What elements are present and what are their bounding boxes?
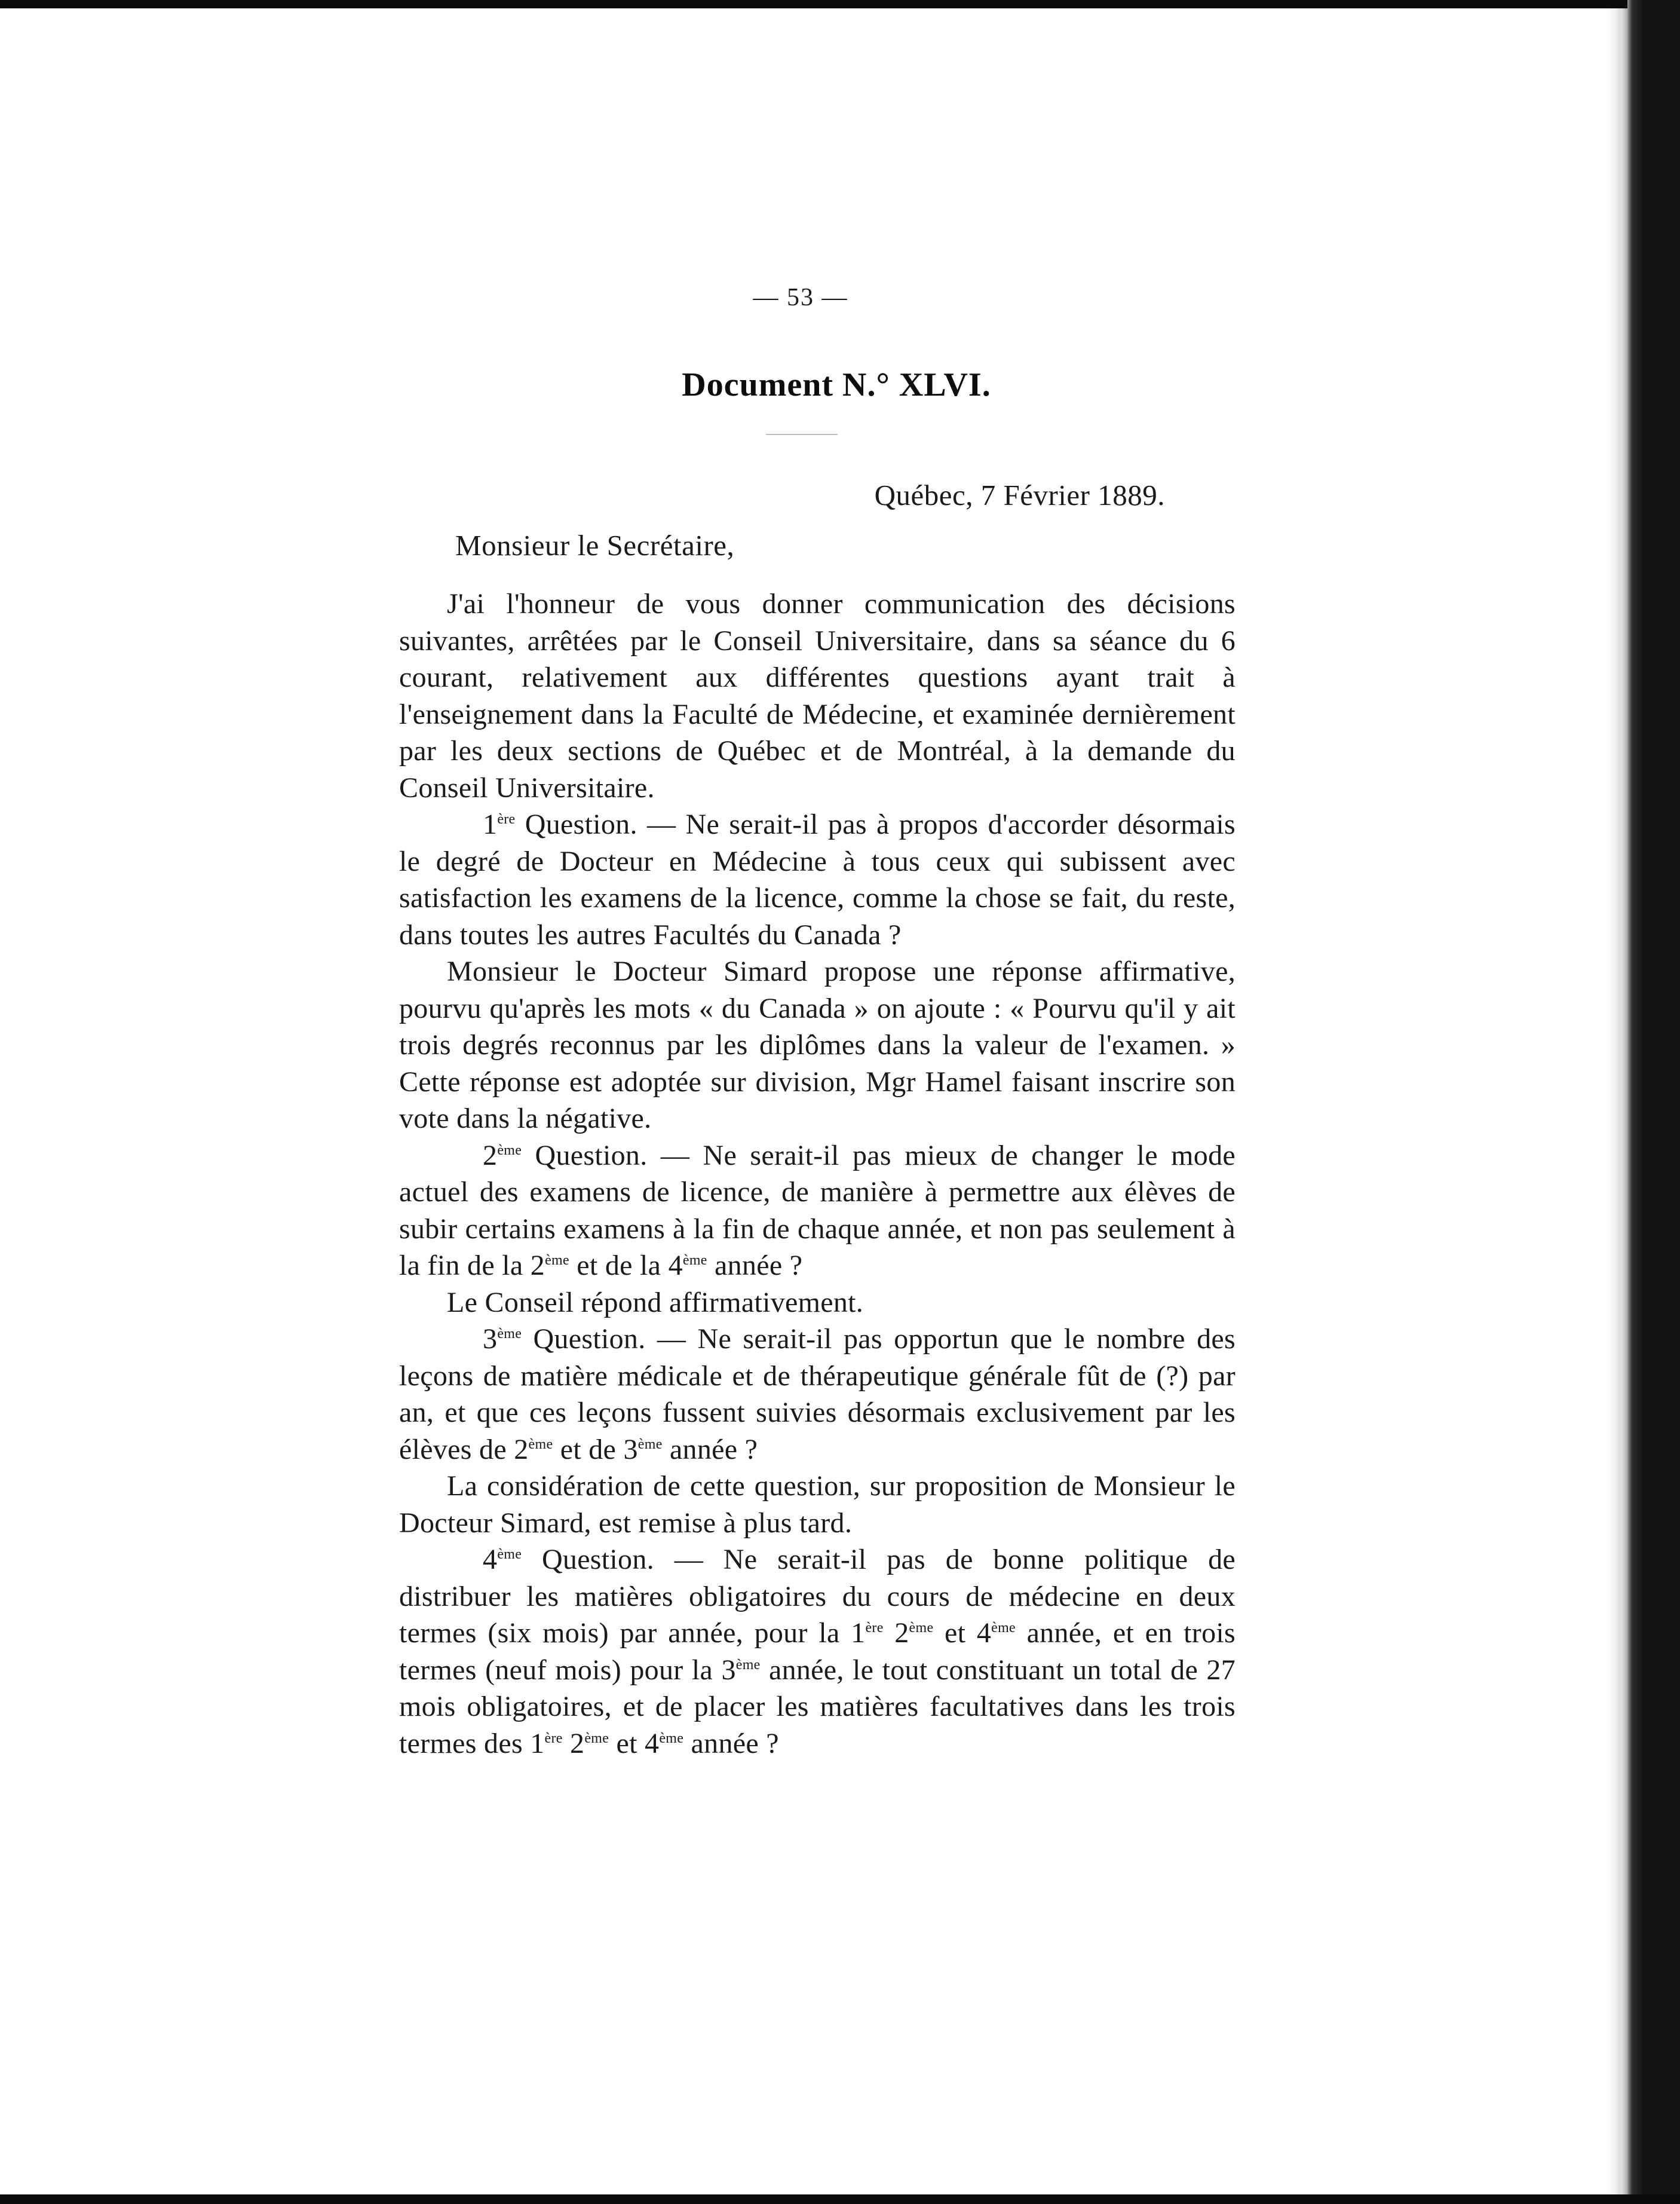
question-3-ordinal-c: ème xyxy=(637,1436,663,1452)
scan-top-border xyxy=(0,0,1680,8)
question-4-text-f: 2 xyxy=(562,1727,585,1759)
question-2-paragraph xyxy=(399,1137,1236,1284)
question-4-ordinal-g: ème xyxy=(584,1730,609,1746)
intro-paragraph: J'ai l'honneur de vous donner communication des décisions suivantes, arrêtées par le Conseil Universitaire, dans sa séance du 6 courant, relativement aux différentes questions ayant trait à l'enseignement dans la Faculté de Médecine, et examinée dernièrement par les deux sections de Québec et de Montréal, à la demande du Conseil Universitaire. xyxy=(399,588,1236,804)
question-4-ordinal: ème xyxy=(497,1547,522,1562)
question-3-ordinal-b: ème xyxy=(528,1436,553,1452)
question-1-number: 1 xyxy=(483,809,498,840)
question-1-ordinal: ère xyxy=(497,812,516,827)
question-2-ordinal-b: ème xyxy=(545,1253,569,1268)
question-3-number: 3 xyxy=(483,1323,498,1355)
question-4-ordinal-c: ème xyxy=(909,1620,934,1636)
question-4-text-c: et 4 xyxy=(933,1617,992,1649)
question-2-number: 2 xyxy=(483,1139,498,1171)
question-4-ordinal-e: ème xyxy=(735,1657,761,1673)
question-3-text-c: année ? xyxy=(662,1433,758,1465)
question-4-number: 4 xyxy=(483,1544,498,1575)
page-number: — 53 — xyxy=(753,284,848,311)
question-2-ordinal-c: ème xyxy=(682,1253,707,1268)
heading-rule xyxy=(766,434,838,435)
question-1-paragraph xyxy=(399,806,1236,953)
question-3-answer: La considération de cette question, sur proposition de Monsieur le Docteur Simard, est remise à plus tard. xyxy=(399,1470,1236,1539)
scan-bottom-border xyxy=(0,2194,1680,2204)
question-4-text-a: Question. — Ne serait-il pas de bonne politique de distribuer les matières obligatoires du cours de médecine en deux termes (six mois) par année, pour la 1 xyxy=(399,1544,1236,1649)
letter-date: Québec, 7 Février 1889. xyxy=(874,479,1165,512)
question-3-paragraph xyxy=(399,1321,1236,1468)
question-1-text: Question. — Ne serait-il pas à propos d'accorder désormais le degré de Docteur en Médecine à tous ceux qui subissent avec satisfaction les examens de la licence, comme la chose se fait, du reste, dans toutes les autres Facultés du Canada ? xyxy=(399,809,1236,951)
letter-salutation: Monsieur le Secrétaire, xyxy=(455,529,735,562)
question-4-text-e: année, le tout constituant un total de 27 mois obligatoires, et de placer les matières facultatives dans les trois termes des 1 xyxy=(399,1654,1236,1759)
question-1-answer: Monsieur le Docteur Simard propose une réponse affirmative, pourvu qu'après les mots « du Canada » on ajoute : « Pourvu qu'il y ait trois degrés reconnus par les diplômes dans la valeur de l'examen. » Cette réponse est adoptée sur division, Mgr Hamel faisant inscrire son vote dans la négative. xyxy=(399,956,1236,1134)
question-4-paragraph xyxy=(399,1541,1236,1762)
question-2-text-b: et de la 4 xyxy=(569,1250,683,1281)
question-4-ordinal-b: ère xyxy=(865,1620,884,1636)
document-heading: Document N.° XLVI. xyxy=(682,366,991,403)
question-3-text-b: et de 3 xyxy=(553,1433,638,1465)
question-4-text-d: année, et en trois termes (neuf mois) pour la 3 xyxy=(399,1617,1236,1686)
question-2-text-c: année ? xyxy=(707,1250,803,1281)
question-3-ordinal: ème xyxy=(497,1326,522,1342)
question-3-text-a: Question. — Ne serait-il pas opportun que le nombre des leçons de matière médicale et de thérapeutique générale fût de (?) par an, et que ces leçons fussent suivies désormais exclusivement par les élèves de 2 xyxy=(399,1323,1236,1465)
question-4-ordinal-h: ème xyxy=(659,1730,684,1746)
question-2-answer: Le Conseil répond affirmativement. xyxy=(447,1286,864,1318)
question-4-text-g: et 4 xyxy=(609,1727,660,1759)
question-2-ordinal: ème xyxy=(497,1142,522,1158)
question-4-ordinal-d: ème xyxy=(991,1620,1016,1636)
question-2-text-a: Question. — Ne serait-il pas mieux de changer le mode actuel des examens de licence, de manière à permettre aux élèves de subir certains examens à la fin de chaque année, et non pas seulement à la fin de la 2 xyxy=(399,1139,1236,1281)
scan-right-border xyxy=(1627,0,1680,2204)
page-edge-shadow xyxy=(1607,8,1627,2194)
question-4-ordinal-f: ère xyxy=(544,1730,563,1746)
question-4-text-h: année ? xyxy=(683,1727,779,1759)
letter-body xyxy=(399,586,1236,1762)
question-4-text-b: 2 xyxy=(883,1617,909,1649)
